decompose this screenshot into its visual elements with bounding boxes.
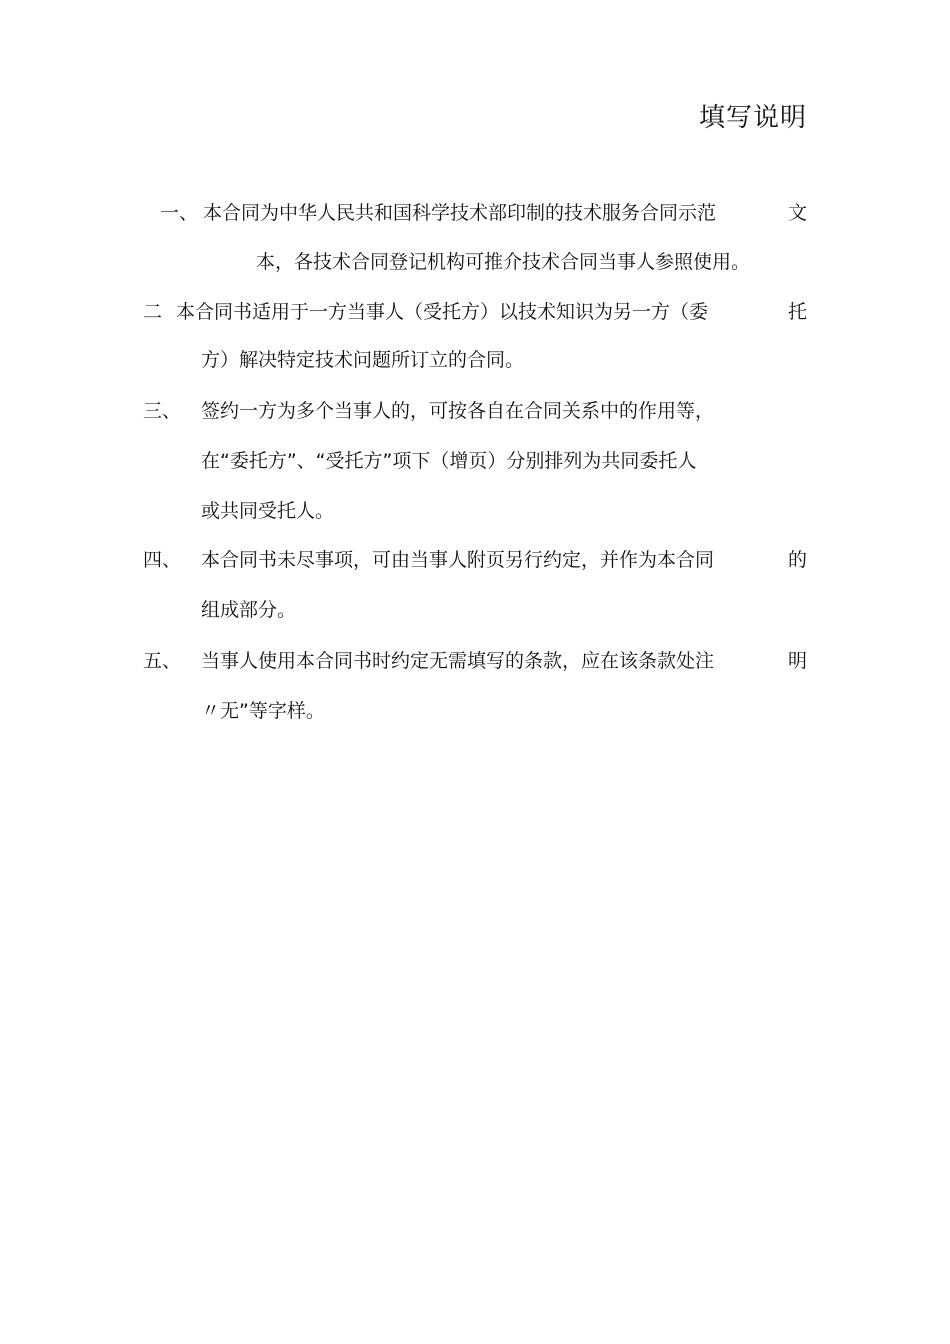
item-3-line-1: 签约一方为多个当事人的，可按各自在合同关系中的作用等， — [201, 400, 715, 422]
item-5-line-1: 当事人使用本合同书时约定无需填写的条款，应在该条款处注 — [201, 650, 715, 672]
item-4-marker: 四、 — [143, 549, 182, 571]
item-2-line-2: 方）解决特定技术问题所订立的合同。 — [201, 349, 525, 371]
item-2-marker: 二 — [143, 301, 163, 323]
item-4-line-1-tail: 的 — [788, 549, 808, 571]
item-3-marker: 三、 — [143, 400, 182, 422]
item-1-line-1-tail: 文 — [788, 202, 808, 224]
item-3-line-3: 或共同受托人。 — [201, 500, 335, 522]
item-5-marker: 五、 — [143, 650, 182, 672]
item-2-line-1: 本合同书适用于一方当事人（受托方）以技术知识为另一方（委 — [176, 301, 709, 323]
item-4-line-1: 本合同书未尽事项，可由当事人附页另行约定，并作为本合同 — [201, 549, 715, 571]
item-1-line-1: 本合同为中华人民共和国科学技术部印制的技术服务合同示范 — [203, 202, 717, 224]
item-4-line-2: 组成部分。 — [201, 599, 297, 621]
item-5-line-1-tail: 明 — [788, 650, 808, 672]
item-1-marker: 一、 — [160, 202, 199, 224]
item-5-line-2: 〃无”等字样。 — [201, 700, 325, 722]
item-2-line-1-tail: 托 — [788, 301, 808, 323]
item-1-line-2: 本，各技术合同登记机构可推介技术合同当事人参照使用。 — [256, 251, 751, 273]
page-title: 填写说明 — [698, 103, 807, 133]
item-3-line-2: 在“委托方”、“受托方”项下（增页）分别排列为共同委托人 — [201, 450, 697, 472]
